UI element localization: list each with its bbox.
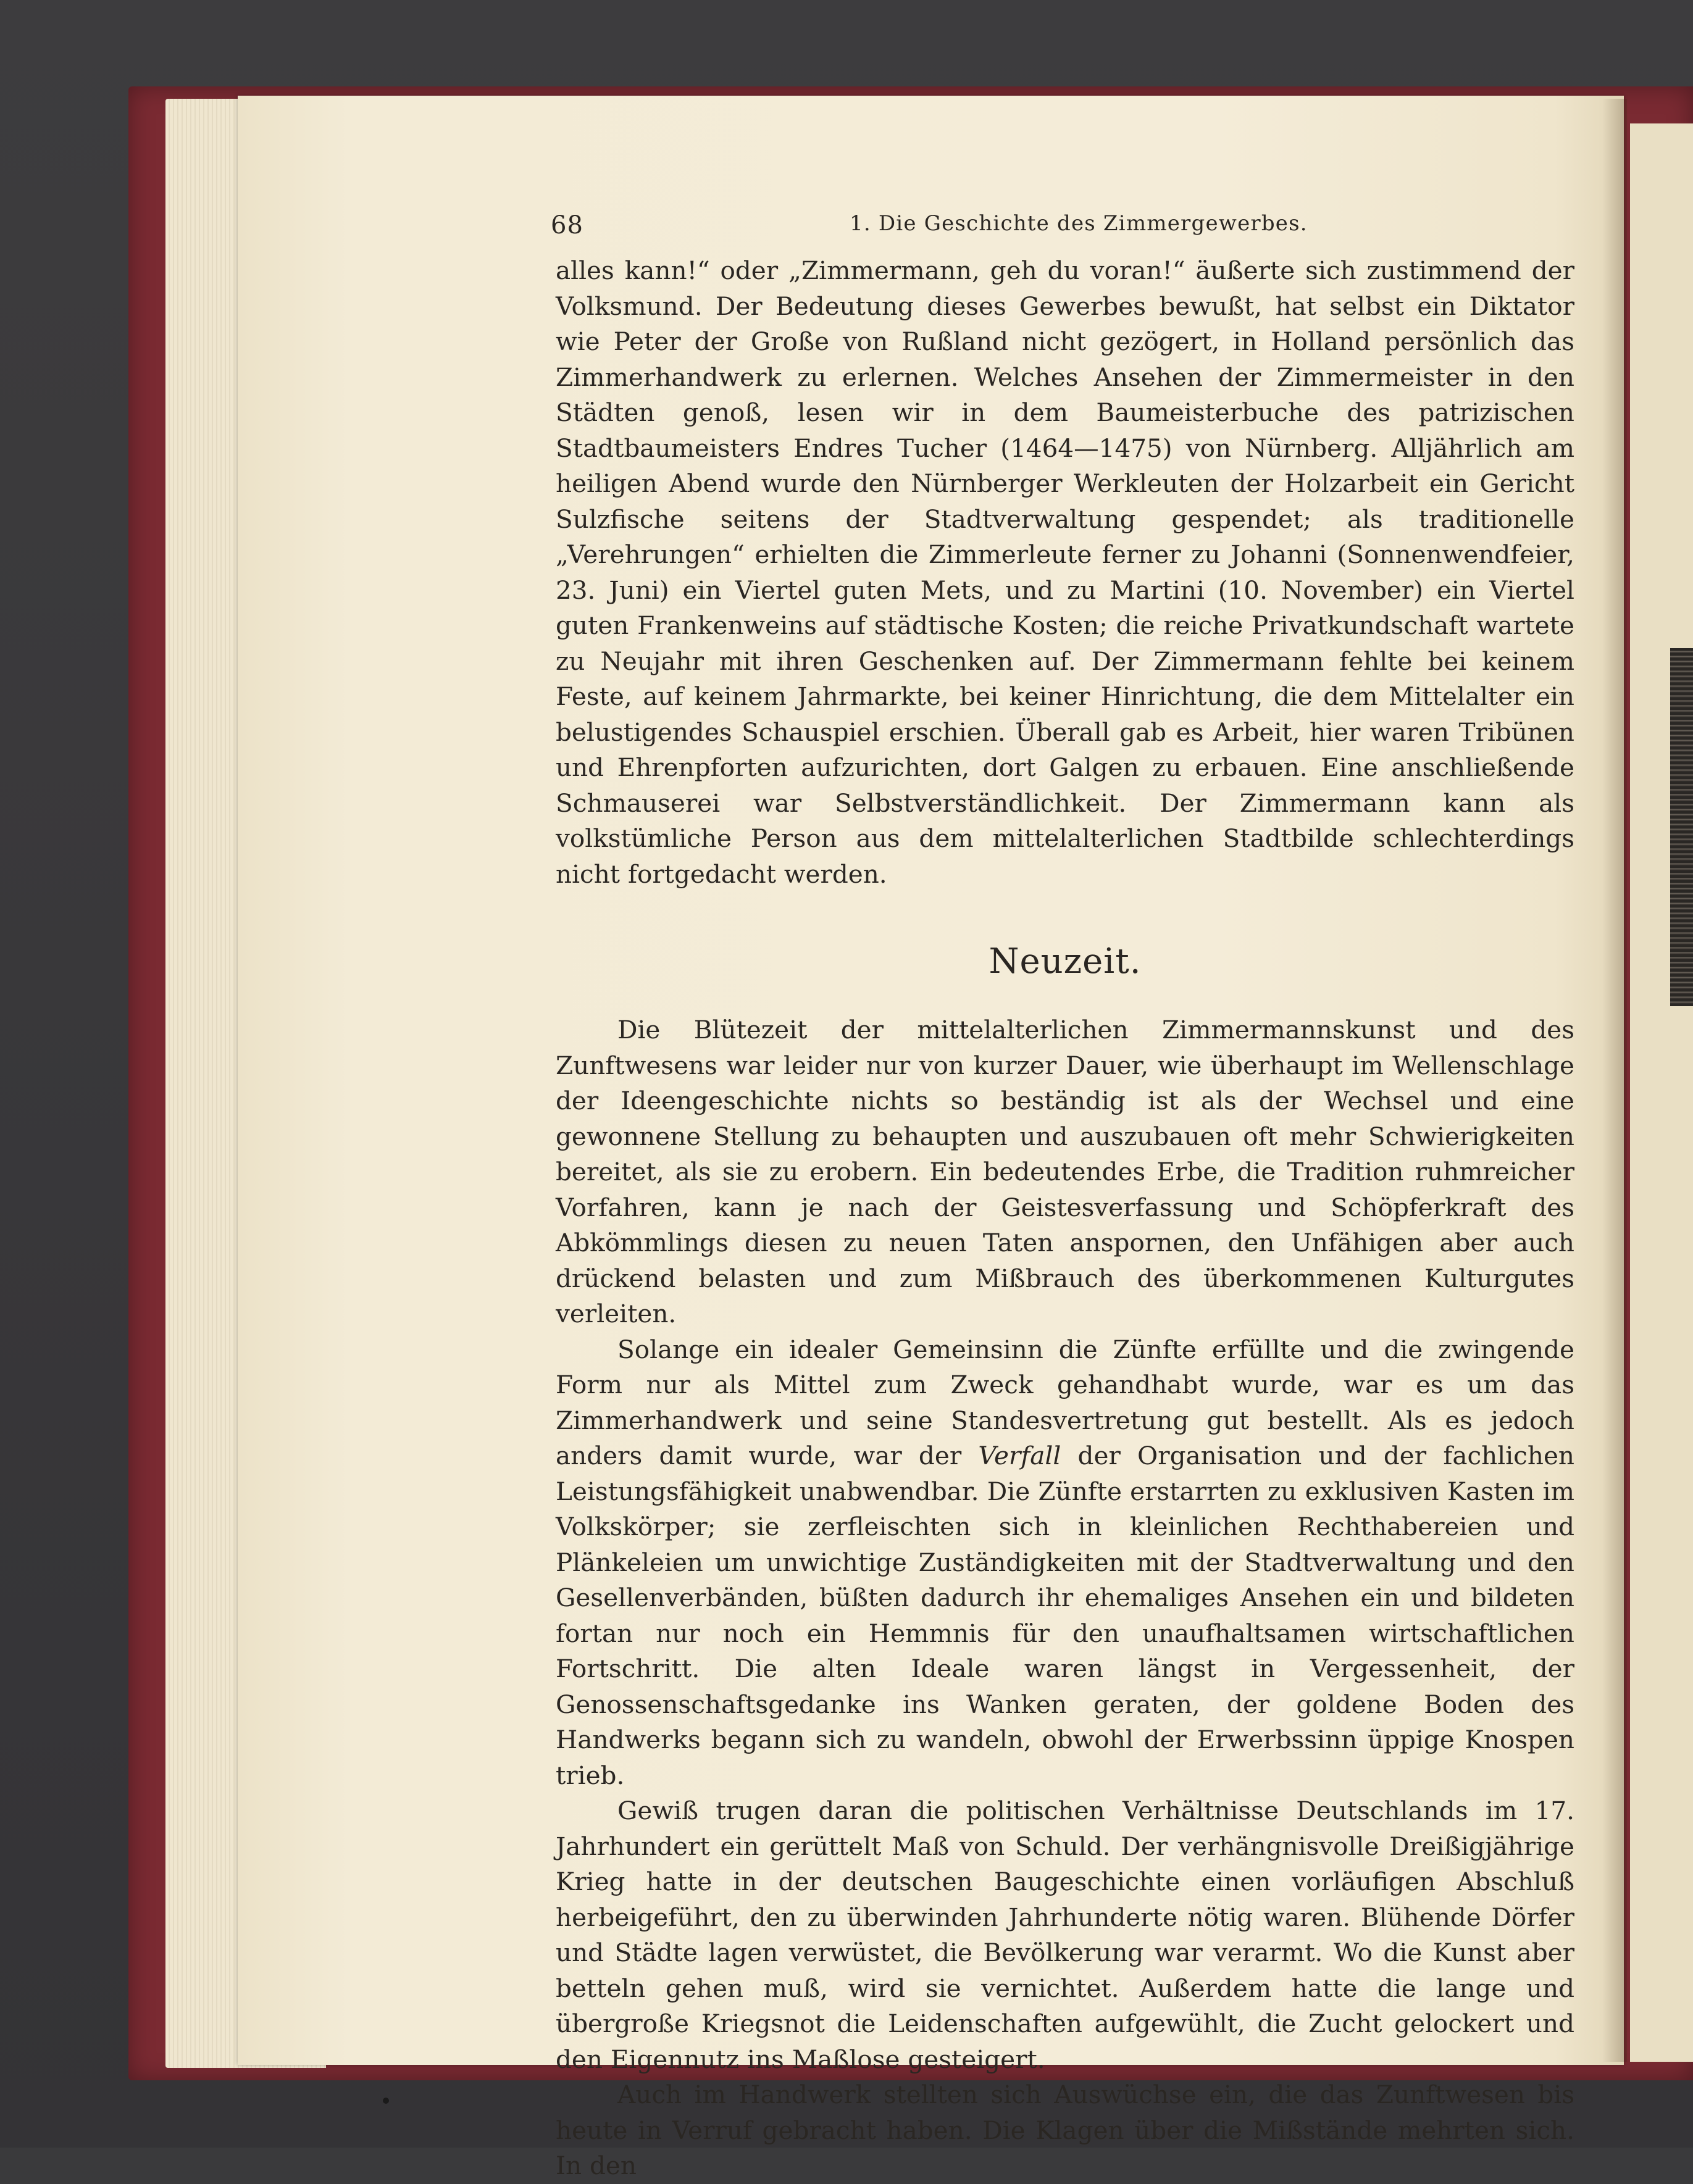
paragraph-3-part-2: der Organisation und der fachlichen Leistungsfähigkeit unabwendbar. Die Zünfte erstarrten zu exklusiven Kasten im Volkskörper; sie zerfleischten sich in kleinlichen Rechthabereien und Plänkeleien um unwichtige Zuständigkeiten mit der Stadtverwaltung und den Gesellenverbänden, büßten dadurch ihr ehemaliges Ansehen ein und bildeten fortan nur noch ein Hemmnis für den unaufhaltsamen wirtschaftlichen Fortschritt. Die alten Ideale waren längst in Vergessenheit, der Genossenschaftsgedanke ins Wanken geraten, der goldene Boden des Handwerks begann sich zu wandeln, obwohl der Erwerbssinn üppige Knospen trieb. <box>556 1441 1574 1790</box>
paragraph-4: Gewiß trugen daran die politischen Verhältnisse Deutschlands im 17. Jahrhundert ein gerüttelt Maß von Schuld. Der verhängnisvolle Dreißigjährige Krieg hatte in der deutschen Baugeschichte einen vorläufigen Abschluß herbeigeführt, den zu überwinden Jahrhunderte nötig waren. Blühende Dörfer und Städte lagen verwüstet, die Bevölkerung war verarmt. Wo die Kunst aber betteln gehen muß, wird sie vernichtet. Außerdem hatte die lange und übergroße Kriegsnot die Leidenschaften aufgewühlt, die Zucht gelockert und den Eigennutz ins Maßlose gesteigert. <box>556 1796 1574 2074</box>
background-speck <box>383 2098 389 2104</box>
running-head: 1. Die Geschichte des Zimmergewerbes. <box>850 211 1308 236</box>
paragraph-2: Die Blütezeit der mittelalterlichen Zimmermannskunst und des Zunftwesens war leider nur von kurzer Dauer, wie überhaupt im Wellenschlage der Ideengeschichte nichts so beständig ist als der Wechsel und eine gewonnene Stellung zu behaupten und auszubauen oft mehr Schwierigkeiten bereitet, als sie zu erobern. Ein bedeutendes Erbe, die Tradition ruhmreicher Vorfahren, kann je nach der Geistesverfassung und Schöpferkraft des Abkömmlings diesen zu neuen Taten anspornen, den Unfähigen aber auch drückend belasten und zum Mißbrauch des überkommenen Kulturgutes verleiten. <box>556 1015 1574 1328</box>
section-heading: Neuzeit. <box>989 941 1142 982</box>
page-gutter-shadow <box>1602 99 1627 2062</box>
paragraph-1: alles kann!“ oder „Zimmermann, geh du voran!“ äußerte sich zustimmend der Volksmund. Der Bedeutung dieses Gewerbes bewußt, hat selbst ein Diktator wie Peter der Große von Rußland nicht gezögert, in Holland persönlich das Zimmerhandwerk zu erlernen. Welches Ansehen der Zimmermeister in den Städten genoß, lesen wir in dem Baumeisterbuche des patrizischen Stadtbaumeisters Endres Tucher (1464—1475) von Nürnberg. Alljährlich am heiligen Abend wurde den Nürnberger Werkleuten der Holzarbeit ein Gericht Sulzfische seitens der Stadtverwaltung gespendet; als traditionelle „Verehrungen“ erhielten die Zimmerleute ferner zu Johanni (Sonnenwendfeier, 23. Juni) ein Viertel guten Mets, und zu Martini (10. November) ein Viertel guten Frankenweins auf städtische Kosten; die reiche Privatkundschaft wartete zu Neujahr mit ihren Geschenken auf. Der Zimmermann fehlte bei keinem Feste, auf keinem Jahrmarkte, bei keiner Hinrichtung, die dem Mittelalter ein belustigendes Schauspiel erschien. Überall gab es Arbeit, hier waren Tribünen und Ehrenpforten aufzurichten, dort Galgen zu erbauen. Eine anschließende Schmauserei war Selbstverständlichkeit. Der Zimmermann kann als volkstümliche Person aus dem mittelalterlichen Stadtbilde schlechterdings nicht fortgedacht werden. <box>556 256 1574 889</box>
italic-term-verfall: Verfall <box>978 1441 1061 1470</box>
paragraph-3 <box>556 1332 1574 1794</box>
paragraph-5: Auch im Handwerk stellten sich Auswüchse ein, die das Zunftwesen bis heute in Verruf gebracht haben. Die Klagen über die Mißstände mehrten sich. In den <box>556 2080 1574 2180</box>
facing-page <box>1630 123 1693 2062</box>
page-number: 68 <box>551 211 583 240</box>
facing-page-illustration-edge <box>1670 648 1693 1006</box>
paragraph-3-part-1: Solange ein idealer Gemeinsinn die Zünfte erfüllte und die zwingende Form nur als Mittel zum Zweck gehandhabt wurde, war es um das Zimmerhandwerk und seine Standesvertretung gut bestellt. Als es jedoch anders damit wurde, war der <box>556 1334 1574 1470</box>
page-text-block <box>551 204 1574 2184</box>
page-header <box>551 204 1574 253</box>
